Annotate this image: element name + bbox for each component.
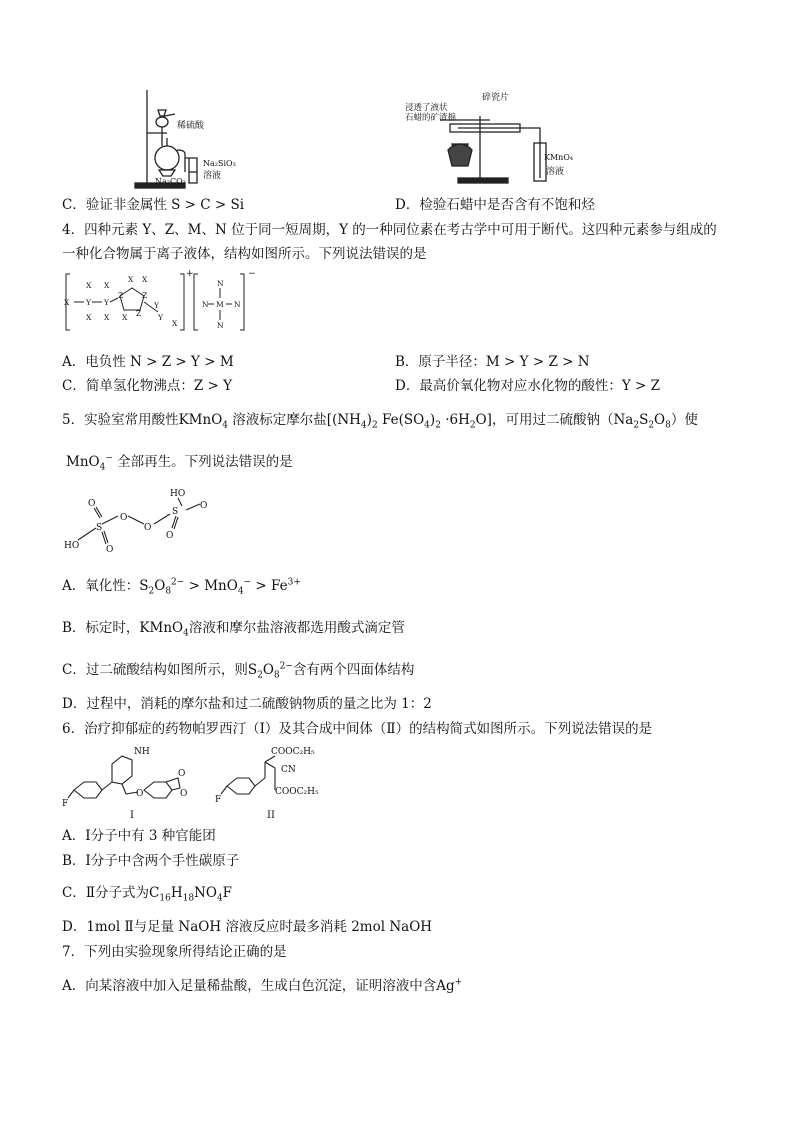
q6-option-b: B．Ⅰ分子中含两个手性碳原子	[62, 853, 240, 869]
svg-text:O: O	[144, 523, 152, 533]
svg-text:X: X	[86, 281, 92, 290]
svg-text:X: X	[142, 275, 148, 284]
svg-text:HO: HO	[170, 489, 186, 499]
q6-option-a: A．Ⅰ分子中有 3 种官能团	[62, 828, 216, 844]
q3-option-d: D．检验石蜡中是否含有不饱和烃	[395, 197, 595, 213]
svg-text:Z: Z	[118, 291, 124, 300]
svg-text:−: −	[248, 269, 256, 279]
q6-option-c: C．Ⅱ分子式为$C_{16}H_{18}NO_4F$	[62, 885, 233, 904]
wool-label-2: 石蜡的矿渣棉	[405, 113, 457, 123]
compound-label-2: II	[267, 810, 275, 821]
q4-option-a: A．电负性 N > Z > Y > M	[62, 354, 234, 370]
q5-stem-line-2: MnO$_4$− 全部再生。下列说法错误的是	[66, 453, 293, 473]
q7-stem: 7．下列由实验现象所得结论正确的是	[62, 944, 287, 960]
svg-text:Y: Y	[158, 313, 163, 322]
q6-option-d: D．1mol Ⅱ与足量 NaOH 溶液反应时最多消耗 2mol NaOH	[62, 919, 433, 935]
svg-text:M: M	[216, 300, 224, 309]
svg-text:N: N	[217, 279, 224, 288]
svg-text:NH: NH	[134, 747, 150, 757]
svg-text:Z: Z	[136, 309, 142, 318]
solid-label: Na₂CO₃	[155, 177, 186, 186]
svg-text:COOC₂H₅: COOC₂H₅	[275, 787, 319, 797]
q4-option-c: C．简单氢化物沸点：Z > Y	[62, 378, 233, 394]
svg-text:N: N	[217, 321, 224, 330]
solution-suffix: 溶液	[203, 171, 222, 181]
svg-text:X: X	[128, 275, 134, 284]
solution-label: Na₂SiO₃	[203, 159, 236, 168]
svg-text:O: O	[88, 499, 96, 509]
ionic-liquid-structure	[62, 268, 262, 346]
svg-text:O: O	[106, 545, 114, 555]
svg-text:S: S	[96, 523, 103, 533]
chips-label: 碎瓷片	[482, 93, 510, 103]
svg-text:COOC₂H₅: COOC₂H₅	[271, 747, 315, 757]
svg-text:O: O	[166, 531, 174, 541]
q6-stem: 6．治疗抑郁症的药物帕罗西汀（Ⅰ）及其合成中间体（Ⅱ）的结构简式如图所示。下列说法错误的是	[62, 721, 653, 737]
svg-text:F: F	[215, 795, 222, 805]
svg-text:O: O	[180, 789, 188, 799]
svg-text:X: X	[86, 313, 92, 322]
apparatus-diagram-c	[125, 88, 255, 193]
peroxydisulfuric-acid-structure	[62, 484, 222, 554]
svg-text:X: X	[122, 313, 128, 322]
svg-text:Y: Y	[154, 301, 159, 310]
svg-text:S: S	[172, 507, 179, 517]
svg-text:+: +	[186, 269, 194, 279]
q5-stem-line-1: 5．实验室常用酸性KMnO$_4$ 溶液标定摩尔盐[$(NH_4)_2$ $Fe(SO_4)_2 \cdot 6H_2O$]，可用过二硫酸钠$(Na_2S_2O_8)$使	[62, 412, 698, 431]
apparatus-diagram-d	[400, 88, 574, 188]
q4-stem-line-2: 一种化合物属于离子液体，结构如图所示。下列说法错误的是	[62, 246, 427, 262]
svg-text:Z: Z	[142, 291, 148, 300]
svg-text:O: O	[136, 789, 144, 799]
svg-text:O: O	[120, 513, 128, 523]
q7-option-a: A．向某溶液中加入足量稀盐酸，生成白色沉淀，证明溶液中含Ag+	[62, 977, 463, 994]
svg-text:Y: Y	[86, 298, 91, 307]
q5-option-b: B．标定时，KMnO$_4$溶液和摩尔盐溶液都选用酸式滴定管	[62, 620, 405, 639]
svg-text:X: X	[172, 319, 178, 328]
q5-option-d: D．过程中，消耗的摩尔盐和过二硫酸钠物质的量之比为 1：2	[62, 696, 432, 712]
acid-label: 稀硫酸	[177, 121, 205, 131]
intermediate-structure	[215, 742, 355, 822]
svg-text:HO: HO	[64, 541, 80, 551]
svg-text:X: X	[104, 313, 110, 322]
svg-text:O: O	[178, 769, 186, 779]
q4-option-b: B．原子半径：M > Y > Z > N	[395, 354, 590, 370]
reagent-suffix: 溶液	[546, 167, 565, 177]
q5-option-a: A．氧化性：$S_2O_8^{2-} > MnO_4^- > Fe^{3+}$	[62, 577, 301, 597]
compound-label-1: I	[130, 810, 134, 821]
q5-option-c: C．过二硫酸结构如图所示，则$S_2O_8^{2-}$含有两个四面体结构	[62, 661, 415, 681]
svg-text:X: X	[64, 298, 70, 307]
q4-stem-line-1: 4．四种元素 Y、Z、M、N 位于同一短周期，Y 的一种同位素在考古学中可用于断代。这四种元素参与组成的	[62, 222, 717, 238]
q4-option-d: D．最高价氧化物对应水化物的酸性：Y > Z	[395, 378, 661, 394]
svg-text:N: N	[234, 300, 241, 309]
q3-option-c: C．验证非金属性 S > C > Si	[62, 197, 245, 213]
svg-text:O: O	[200, 501, 208, 511]
svg-text:Y: Y	[104, 298, 109, 307]
wool-label-1: 浸透了液状	[405, 103, 448, 113]
paroxetine-structure	[62, 742, 212, 822]
svg-text:F: F	[62, 799, 69, 809]
reagent-label: KMnO₄	[544, 153, 574, 162]
svg-text:X: X	[104, 281, 110, 290]
svg-text:N: N	[202, 300, 209, 309]
svg-text:CN: CN	[281, 765, 296, 775]
